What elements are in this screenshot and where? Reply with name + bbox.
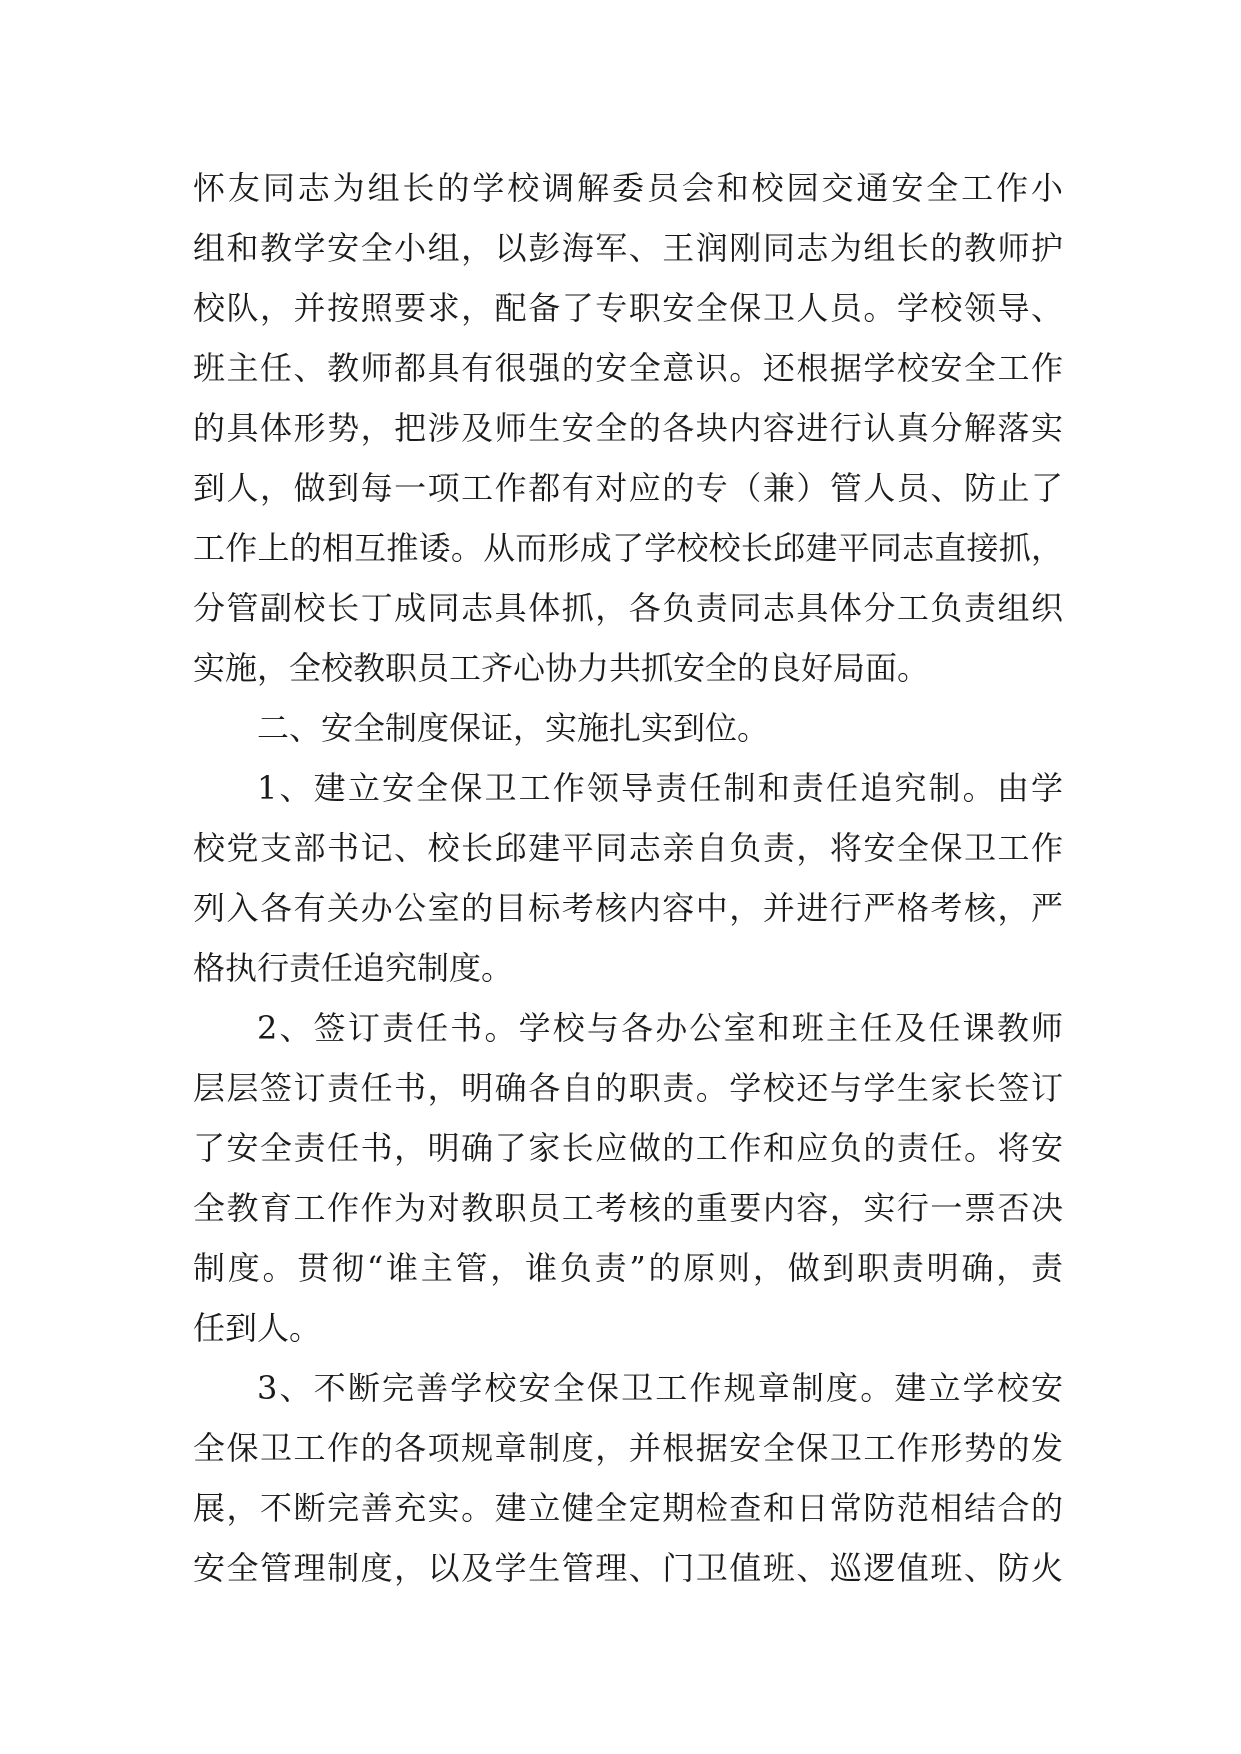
text-line: 制度。贯彻“谁主管，谁负责”的原则，做到职责明确，责 [193, 1249, 1063, 1287]
text-line: 怀友同志为组长的学校调解委员会和校园交通安全工作小 [193, 169, 1063, 207]
section-heading: 二、安全制度保证，实施扎实到位。 [257, 709, 770, 747]
text-line: 组和教学安全小组，以彭海军、王润刚同志为组长的教师护 [193, 229, 1063, 267]
text-line: 格执行责任追究制度。 [193, 949, 514, 987]
text-line: 了安全责任书，明确了家长应做的工作和应负的责任。将安 [193, 1129, 1063, 1167]
text-line: 的具体形势，把涉及师生安全的各块内容进行认真分解落实 [193, 409, 1063, 447]
text-line: 展，不断完善充实。建立健全定期检查和日常防范相结合的 [193, 1489, 1063, 1527]
text-line: 到人，做到每一项工作都有对应的专（兼）管人员、防止了 [193, 469, 1063, 507]
text-line: 实施，全校教职员工齐心协力共抓安全的良好局面。 [193, 649, 930, 687]
text-line: 任到人。 [193, 1309, 322, 1347]
text-line: 校队，并按照要求，配备了专职安全保卫人员。学校领导、 [193, 289, 1063, 327]
text-line: 列入各有关办公室的目标考核内容中，并进行严格考核，严 [193, 889, 1063, 927]
text-line: 校党支部书记、校长邱建平同志亲自负责，将安全保卫工作 [193, 829, 1063, 867]
text-line: 班主任、教师都具有很强的安全意识。还根据学校安全工作 [193, 349, 1063, 387]
text-line: 安全管理制度，以及学生管理、门卫值班、巡逻值班、防火 [193, 1549, 1063, 1587]
text-line: 1、建立安全保卫工作领导责任制和责任追究制。由学 [257, 769, 1063, 807]
text-line: 全教育工作作为对教职员工考核的重要内容，实行一票否决 [193, 1189, 1063, 1227]
text-line: 全保卫工作的各项规章制度，并根据安全保卫工作形势的发 [193, 1429, 1063, 1467]
text-line: 2、签订责任书。学校与各办公室和班主任及任课教师 [257, 1009, 1063, 1047]
document-body [193, 158, 1063, 1598]
text-line: 3、不断完善学校安全保卫工作规章制度。建立学校安 [257, 1369, 1063, 1407]
text-line: 工作上的相互推诿。从而形成了学校校长邱建平同志直接抓， [193, 529, 1063, 567]
text-line: 分管副校长丁成同志具体抓，各负责同志具体分工负责组织 [193, 589, 1063, 627]
text-line: 层层签订责任书，明确各自的职责。学校还与学生家长签订 [193, 1069, 1063, 1107]
